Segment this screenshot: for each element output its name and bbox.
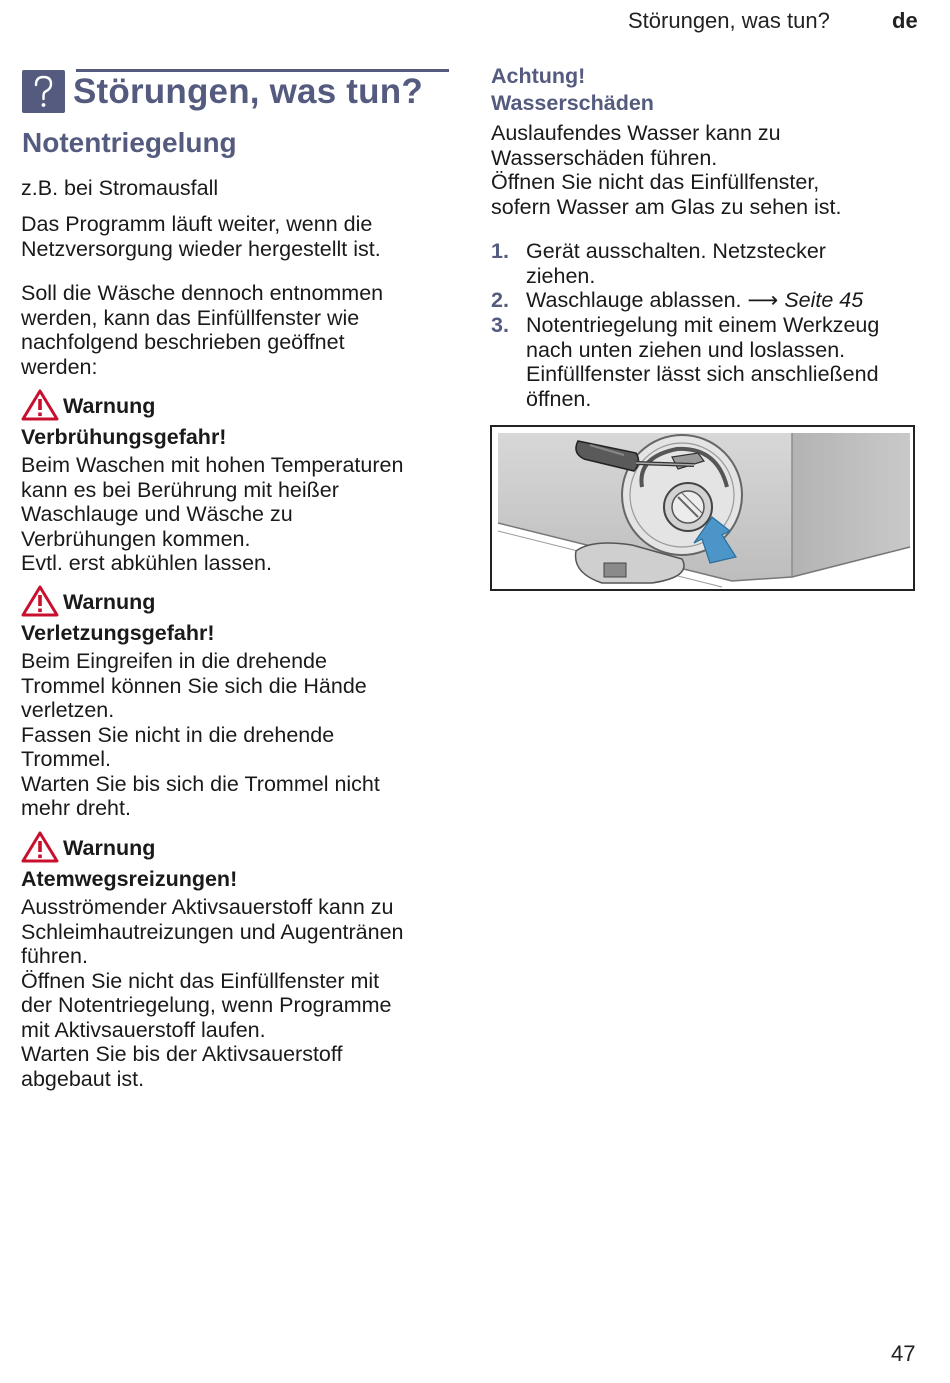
language-code: de	[892, 8, 918, 33]
paragraph-remove-laundry	[21, 281, 461, 379]
step-number: 3.	[491, 313, 509, 337]
warning-triangle-icon	[21, 389, 59, 421]
text-line: Gerät ausschalten. Netzstecker	[526, 239, 826, 263]
step-number: 2.	[491, 288, 509, 312]
text-line: Waschlauge ablassen.	[526, 288, 742, 312]
text-line: Einfüllfenster lässt sich anschließend	[526, 362, 879, 386]
text-line: abgebaut ist.	[21, 1066, 145, 1091]
text-line: werden, kann das Einfüllfenster wie	[21, 305, 360, 330]
warning-label: Warnung	[63, 590, 156, 614]
warning-body	[21, 895, 461, 1091]
page-reference-link[interactable]: Seite 45	[784, 288, 864, 312]
text-line: Das Programm läuft weiter, wenn die	[21, 212, 373, 236]
text-line: öffnen.	[526, 386, 592, 411]
warning-label: Warnung	[63, 394, 156, 418]
text-line: Auslaufendes Wasser kann zu	[491, 121, 781, 145]
subsection-title: Notentriegelung	[22, 127, 237, 158]
text-line: Evtl. erst abkühlen lassen.	[21, 551, 272, 575]
text-line: werden:	[21, 354, 98, 379]
text-line: verletzen.	[21, 698, 115, 722]
text-line: mit Aktivsauerstoff laufen.	[21, 1017, 266, 1042]
attention-body	[491, 121, 931, 219]
text-line: führen.	[21, 944, 88, 968]
text-line: Warten Sie bis der Aktivsauerstoff	[21, 1042, 343, 1066]
text-line: Öffnen Sie nicht das Einfüllfenster mit	[21, 968, 380, 993]
running-header-title: Störungen, was tun?	[628, 8, 830, 33]
text-line: der Notentriegelung, wenn Programme	[21, 993, 392, 1017]
warning-heading: Atemwegsreizungen!	[21, 867, 238, 891]
text-line: Notentriegelung mit einem Werkzeug	[526, 313, 880, 337]
page-number: 47	[891, 1341, 916, 1366]
cross-reference-arrow-icon: ⟶	[747, 288, 779, 312]
step-text	[526, 288, 936, 313]
intro-note: z.B. bei Stromausfall	[21, 176, 219, 200]
text-line: Schleimhautreizungen und Augentränen	[21, 919, 404, 944]
step-text	[526, 313, 936, 411]
attention-heading: Wasserschäden	[491, 91, 654, 115]
text-line: Fassen Sie nicht in die drehende	[21, 722, 335, 747]
step-text	[526, 239, 926, 288]
text-line: Soll die Wäsche dennoch entnommen	[21, 281, 384, 305]
screwdriver-emergency-release-illustration	[492, 427, 913, 589]
text-line: Trommel.	[21, 747, 111, 771]
text-line: Öffnen Sie nicht das Einfüllfenster,	[491, 170, 820, 194]
text-line: Waschlauge und Wäsche zu	[21, 502, 293, 526]
text-line: Verbrühungen kommen.	[21, 526, 251, 551]
step-item	[491, 239, 931, 289]
emergency-release-figure	[490, 425, 915, 591]
question-mark-icon	[22, 70, 65, 113]
text-line: sofern Wasser am Glas zu sehen ist.	[491, 194, 842, 219]
warning-body	[21, 649, 461, 821]
text-line: nachfolgend beschrieben geöffnet	[21, 330, 345, 354]
text-line: Netzversorgung wieder hergestellt ist.	[21, 236, 381, 261]
warning-heading: Verletzungsgefahr!	[21, 621, 215, 645]
step-item	[491, 288, 931, 314]
section-title: Störungen, was tun?	[73, 72, 423, 111]
step-number: 1.	[491, 239, 509, 263]
text-line: kann es bei Berührung mit heißer	[21, 477, 339, 502]
text-line: mehr dreht.	[21, 796, 131, 820]
text-line: nach unten ziehen und loslassen.	[526, 337, 846, 362]
warning-body	[21, 453, 461, 576]
text-line: Beim Eingreifen in die drehende	[21, 649, 327, 673]
text-line: Warten Sie bis sich die Trommel nicht	[21, 771, 380, 796]
text-line: Ausströmender Aktivsauerstoff kann zu	[21, 895, 394, 919]
text-line: Trommel können Sie sich die Hände	[21, 673, 367, 698]
warning-triangle-icon	[21, 585, 59, 617]
step-item	[491, 313, 931, 413]
warning-triangle-icon	[21, 831, 59, 863]
text-line: Wasserschäden führen.	[491, 145, 718, 170]
attention-label: Achtung!	[491, 64, 586, 88]
warning-label: Warnung	[63, 836, 156, 860]
paragraph-program-continues	[21, 212, 461, 261]
warning-heading: Verbrühungsgefahr!	[21, 425, 227, 449]
text-line: Beim Waschen mit hohen Temperaturen	[21, 453, 404, 477]
text-line: ziehen.	[526, 263, 596, 288]
